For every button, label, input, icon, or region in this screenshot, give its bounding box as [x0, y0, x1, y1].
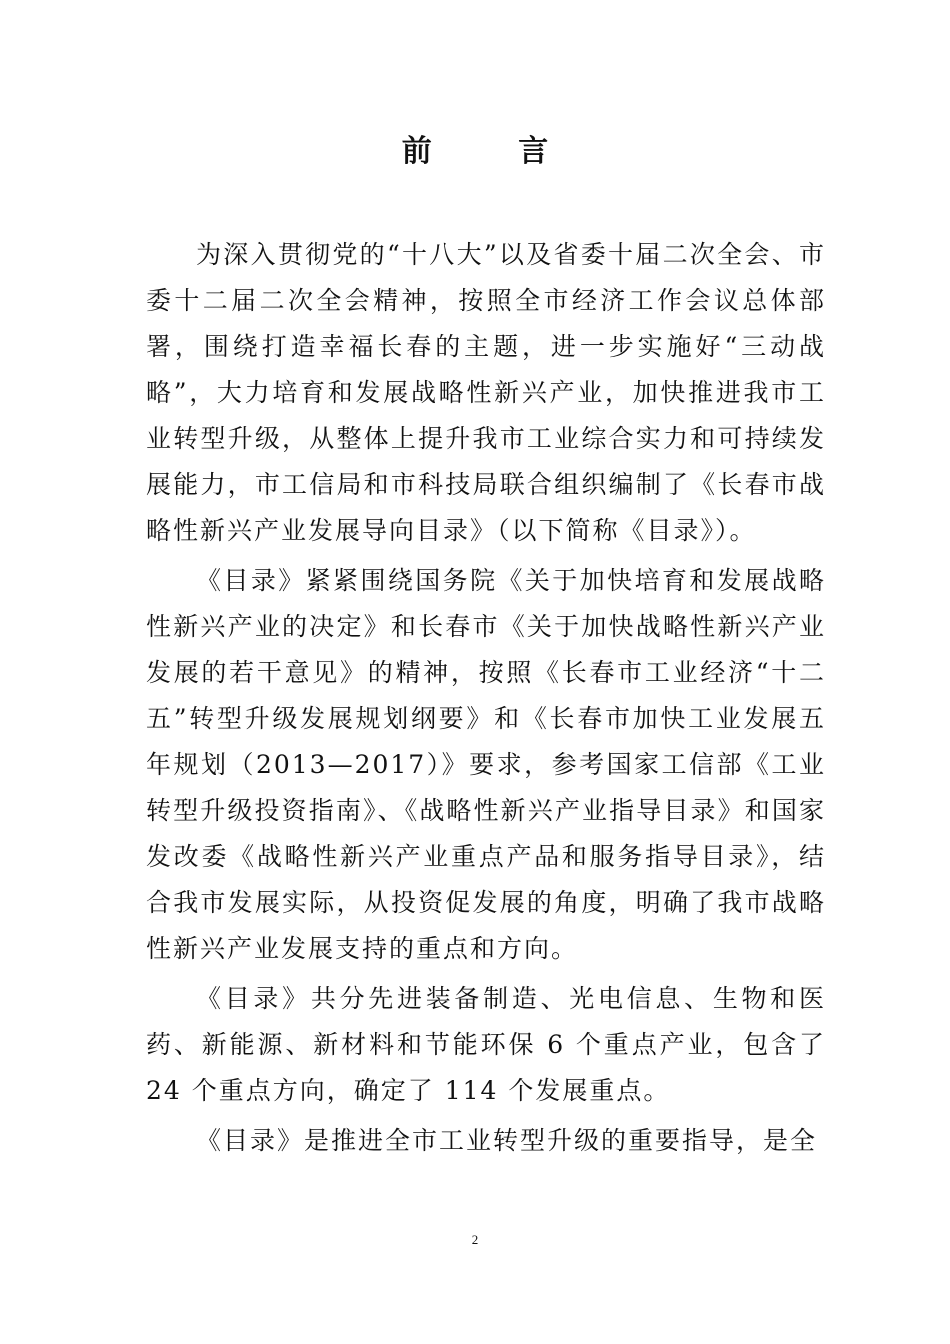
paragraph-3: 《目录》共分先进装备制造、光电信息、生物和医药、新能源、新材料和节能环保 6 个重点产业，包含了 24 个重点方向，确定了 114 个发展重点。: [146, 984, 826, 1105]
paragraph-2: 《目录》紧紧围绕国务院《关于加快培育和发展战略性新兴产业的决定》和长春市《关于加快战略性新兴产业发展的若干意见》的精神，按照《长春市工业经济“十二五”转型升级发展规划纲要》和《长春市加快工业发展五年规划（2013—2017）》要求，参考国家工信部《工业转型升级投资指南》、《战略性新兴产业指导目录》和国家发改委《战略性新兴产业重点产品和服务指导目录》，结合我市发展实际，从投资促发展的角度，明确了我市战略性新兴产业发展支持的重点和方向。: [146, 566, 826, 963]
document-body: [146, 232, 826, 1168]
page-title: 前 言: [401, 134, 587, 169]
paragraph-4: 《目录》是推进全市工业转型升级的重要指导，是全: [196, 1126, 818, 1155]
page-number: 2: [471, 1232, 479, 1247]
paragraph-1: 为深入贯彻党的“十八大”以及省委十届二次全会、市委十二届二次全会精神，按照全市经济工作会议总体部署，围绕打造幸福长春的主题，进一步实施好“三动战略”，大力培育和发展战略性新兴产业，加快推进我市工业转型升级，从整体上提升我市工业综合实力和可持续发展能力，市工信局和市科技局联合组织编制了《长春市战略性新兴产业发展导向目录》（以下简称《目录》）。: [146, 240, 826, 545]
